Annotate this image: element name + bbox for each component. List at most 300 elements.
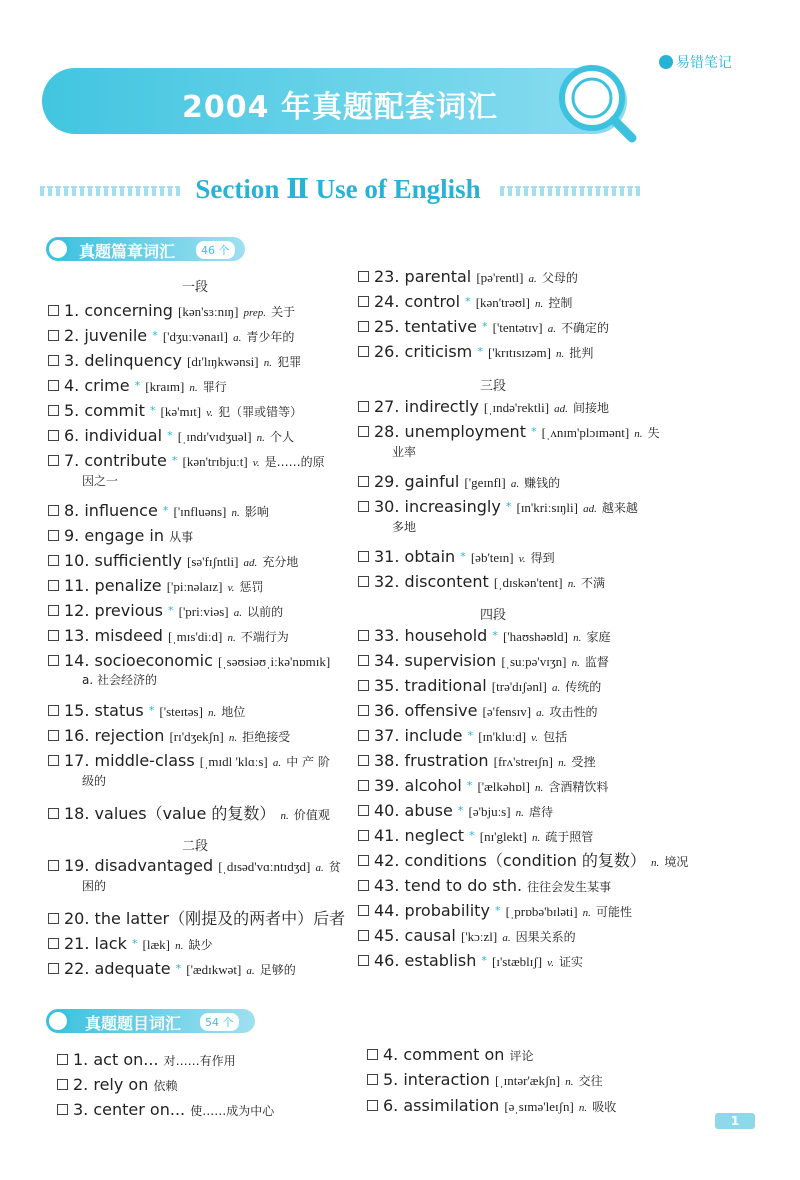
entry-pos: n. [208,707,217,719]
entry-number: 9. [64,526,80,545]
entry-pos: n. [558,757,567,769]
checkbox-icon[interactable] [48,705,59,716]
entry-pos: n. [578,1102,588,1114]
entry-phonetic: [əb'teɪn] [470,550,514,565]
vocab-entry [358,473,560,493]
entry-word: obtain [404,547,456,566]
entry-word: delinquency [84,351,182,370]
vocab-entry [367,1071,603,1091]
vocab-entry [48,377,227,397]
entry-meaning: 拒绝接受 [242,730,291,744]
entry-phonetic: ['steɪtəs] [159,704,203,719]
checkbox-icon[interactable] [367,1074,378,1085]
entry-meaning: 缺少 [188,938,213,952]
entry-phonetic: [pə'rentl] [476,270,524,285]
entry-phonetic: [kən'sɜːnɪŋ] [178,304,239,319]
star-icon: * [482,320,488,333]
star-icon: * [466,779,473,792]
entry-phonetic: [ˌʌnɪm'plɔɪmənt] [541,425,630,440]
entry-word: criticism [404,342,473,361]
entry-phonetic: [ɪn'kluːd] [478,729,527,744]
entry-meaning-cont: 因之一 [82,474,119,488]
entry-meaning: 不确定的 [561,321,610,335]
entry-meaning: 地位 [221,705,246,719]
checkbox-icon[interactable] [48,430,59,441]
entry-word: traditional [404,676,487,695]
entry-number: 42. [374,851,400,870]
checkbox-icon[interactable] [48,963,59,974]
entry-word: gainful [404,472,460,491]
entry-meaning: 关于 [271,305,296,319]
checkbox-icon[interactable] [358,476,369,487]
star-icon: * [175,962,182,975]
entry-word: frustration [404,751,489,770]
star-icon: * [492,629,498,642]
entry-word: parental [404,267,472,286]
entry-pos: a. [551,682,561,694]
checkbox-icon[interactable] [48,505,59,516]
checkbox-icon[interactable] [358,551,369,562]
checkbox-icon[interactable] [358,271,369,282]
entry-phonetic: ['ɪnfluəns] [173,504,227,519]
entry-word: middle-class [94,751,195,770]
entry-pos: n. [263,357,272,369]
checkbox-icon[interactable] [358,755,369,766]
entry-meaning: 虐待 [529,805,554,819]
entry-pos: n. [535,782,544,794]
entry-pos: ad. [583,503,597,515]
vocab-entry [48,502,269,522]
entry-phonetic: [frʌ'streɪʃn] [493,754,554,769]
entry-number: 11. [64,576,90,595]
vocab-entry [358,952,583,972]
entry-meaning: 可能性 [596,905,633,919]
entry-pos: a. [502,932,511,944]
checkbox-icon[interactable] [48,605,59,616]
star-icon: * [505,500,512,513]
checkbox-icon[interactable] [48,938,59,949]
entry-pos: v. [252,457,260,469]
entry-word: tend to do sth. [404,876,523,895]
entry-phonetic: ['dʒuːvənaɪl] [162,329,228,344]
entry-number: 34. [374,651,400,670]
entry-number: 15. [64,701,90,720]
checkbox-icon[interactable] [358,880,369,891]
star-icon: * [531,425,537,438]
checkbox-icon[interactable] [358,805,369,816]
entry-pos: v. [531,732,538,744]
entry-number: 30. [374,497,400,516]
entry-number: 6. [64,426,80,445]
vocab-entry [48,452,325,490]
vocab-entry [57,1051,236,1070]
checkbox-icon[interactable] [358,401,369,412]
part2-count: 54 个 [200,1013,239,1031]
entry-word: rely on [93,1075,149,1094]
entry-word: abuse [404,801,453,820]
checkbox-icon[interactable] [48,305,59,316]
checkbox-icon[interactable] [57,1054,68,1065]
checkbox-icon[interactable] [358,426,369,437]
entry-pos: n. [535,298,544,310]
checkbox-icon[interactable] [358,780,369,791]
entry-word: increasingly [404,497,501,516]
entry-phonetic: [əˌsɪmə'leɪʃn] [504,1099,574,1114]
entry-meaning: 青少年的 [246,330,295,344]
checkbox-icon[interactable] [48,580,59,591]
entry-pos: a. [233,607,242,619]
star-icon: * [477,345,483,358]
entry-pos: v. [206,407,214,419]
vocab-entry [358,268,578,288]
vocab-entry [358,498,638,536]
entry-word: alcohol [404,776,462,795]
entry-word: juvenile [84,326,148,345]
checkbox-icon[interactable] [358,855,369,866]
entry-meaning: 攻击性的 [549,705,598,719]
entry-meaning: 受挫 [571,755,596,769]
vocab-entry [48,552,298,572]
vocab-entry [358,318,609,338]
checkbox-icon[interactable] [57,1079,68,1090]
vocab-entry [358,423,660,461]
entry-word: penalize [94,576,162,595]
star-icon: * [134,379,141,392]
entry-phonetic: [kən'trəʊl] [475,295,530,310]
entry-phonetic: ['priːviəs] [178,604,229,619]
search-icon [46,237,70,261]
entry-word: probability [404,901,490,920]
section-divider-right [500,186,640,196]
entry-phonetic: [ˌprɒbə'bɪləti] [505,904,578,919]
checkbox-icon[interactable] [358,905,369,916]
entry-number: 2. [73,1075,89,1094]
entry-pos: n. [280,810,289,822]
entry-number: 23. [374,267,400,286]
entry-number: 40. [374,801,400,820]
entry-pos: v. [518,553,526,565]
checkbox-icon[interactable] [48,530,59,541]
entry-phonetic: [ˌɪndə'rektli] [483,400,550,415]
checkbox-icon[interactable] [367,1049,378,1060]
vocab-entry [48,627,289,647]
entry-number: 5. [383,1070,399,1089]
entry-meaning: 个人 [269,430,294,444]
entry-number: 3. [64,351,80,370]
vocab-entry [358,343,593,363]
entry-number: 22. [64,959,90,978]
entry-phonetic: [ˌmɪdl 'klɑːs] [199,754,268,769]
entry-meaning: 证实 [559,955,584,969]
entry-meaning: 贫 [328,860,341,874]
entry-pos: n. [565,1076,574,1088]
entry-word: sufficiently [94,551,182,570]
checkbox-icon[interactable] [48,913,59,924]
vocab-entry [48,857,341,895]
star-icon: * [149,404,156,417]
entry-word: socioeconomic [94,651,213,670]
vocab-entry [358,802,553,822]
checkbox-icon[interactable] [358,830,369,841]
entry-number: 37. [374,726,400,745]
checkbox-icon[interactable] [48,330,59,341]
entry-number: 4. [64,376,80,395]
entry-meaning-cont: 困的 [82,879,107,893]
page-number: 1 [715,1113,755,1129]
entry-pos: prep. [243,307,267,319]
entry-pos: n. [634,428,643,440]
checkbox-icon[interactable] [48,455,59,466]
entry-phonetic: ['ælkəhɒl] [477,779,530,794]
entry-word: offensive [404,701,478,720]
checkbox-icon[interactable] [48,730,59,741]
entry-pos: n. [231,507,240,519]
entry-meaning: 评论 [509,1049,534,1063]
entry-phonetic: [trə'dɪʃənl] [491,679,547,694]
entry-meaning: 不满 [581,576,606,590]
star-icon: * [467,729,474,742]
entry-word: control [404,292,461,311]
vocab-entry [48,727,290,747]
entry-meaning: 疏于照管 [545,830,594,844]
brand-text: 易错笔记 [676,55,732,71]
vocab-entry [48,577,264,597]
vocab-entry [48,427,294,447]
magnifier-icon [550,58,640,148]
entry-word: concerning [84,301,173,320]
entry-number: 5. [64,401,80,420]
entry-word: commit [84,401,145,420]
vocab-entry [358,293,572,313]
entry-pos: a. [272,757,282,769]
entry-word: interaction [403,1070,490,1089]
entry-number: 1. [73,1050,89,1069]
vocab-entry [48,805,330,825]
star-icon: * [152,329,158,342]
entry-pos: n. [573,632,582,644]
star-icon: * [469,829,475,842]
paragraph-label-2: 二段 [181,839,208,854]
brand-label [659,52,732,72]
entry-word: causal [404,926,456,945]
entry-number: 25. [374,317,400,336]
entry-meaning: 父母的 [541,271,578,285]
entry-word: previous [94,601,163,620]
entry-number: 31. [374,547,400,566]
vocab-entry [48,960,296,980]
entry-word: tentative [404,317,477,336]
entry-pos: v. [547,957,554,969]
entry-pos: n. [227,632,236,644]
checkbox-icon[interactable] [48,380,59,391]
entry-number: 2. [64,326,80,345]
star-icon: * [465,295,471,308]
entry-meaning: 对……有作用 [163,1054,236,1068]
entry-meaning: 影响 [244,505,269,519]
entry-phonetic: [ˌdɪsəd'vɑːntɪdʒd] [218,859,311,874]
entry-word: influence [84,501,158,520]
page-title: 2004 年真题配套词汇 [182,90,498,125]
entry-meaning: 吸收 [592,1100,617,1114]
entry-number: 26. [374,342,400,361]
entry-phonetic: [ˌdɪskən'tent] [493,575,563,590]
entry-phonetic: [ˌsuːpə'vɪʒn] [501,654,567,669]
star-icon: * [495,904,501,917]
entry-phonetic: [læk] [142,937,170,952]
search-icon [46,1009,70,1033]
star-icon: * [162,504,169,517]
star-icon: * [460,550,466,563]
entry-word: values（value 的复数） [94,804,276,823]
vocab-entry [367,1097,616,1117]
brand-logo-icon [659,55,673,69]
entry-word: act on... [93,1050,159,1069]
checkbox-icon[interactable] [48,630,59,641]
checkbox-icon[interactable] [48,755,59,766]
vocab-entry [48,302,295,322]
star-icon: * [148,704,155,717]
entry-number: 39. [374,776,400,795]
entry-phonetic: ['geɪnfl] [464,475,506,490]
entry-word: individual [84,426,163,445]
entry-word: the latter（刚提及的两者中）后者 [94,909,346,928]
entry-number: 38. [374,751,400,770]
checkbox-icon[interactable] [48,808,59,819]
checkbox-icon[interactable] [57,1104,68,1115]
entry-pos: n. [515,807,524,819]
paragraph-label-3: 三段 [479,379,506,394]
entry-number: 19. [64,856,90,875]
entry-number: 17. [64,751,90,770]
entry-phonetic: ['krɪtɪsɪzəm] [487,345,551,360]
entry-number: 6. [383,1096,399,1115]
entry-meaning: 价值观 [293,808,330,822]
checkbox-icon[interactable] [48,555,59,566]
entry-number: 46. [374,951,400,970]
star-icon: * [131,937,138,950]
entry-phonetic: [rɪ'dʒekʃn] [169,729,224,744]
part2-title: 真题题目词汇 [85,1014,182,1033]
entry-number: 8. [64,501,80,520]
vocab-entry [358,877,611,896]
entry-phonetic: ['piːnəlaɪz] [166,579,223,594]
vocab-entry [48,402,302,422]
section-divider-left [40,186,180,196]
entry-meaning: 境况 [664,855,689,869]
entry-phonetic: [ɪn'kriːsɪŋli] [516,500,578,515]
entry-phonetic: [ə'bjuːs] [468,804,511,819]
vocab-entry [48,527,193,546]
entry-number: 41. [374,826,400,845]
entry-pos: n. [175,940,184,952]
entry-word: engage in [84,526,164,545]
entry-meaning-cont: 级的 [82,774,107,788]
checkbox-icon[interactable] [358,346,369,357]
entry-number: 32. [374,572,400,591]
entry-word: conditions（condition 的复数） [404,851,646,870]
entry-meaning: 往往会发生某事 [527,880,612,894]
entry-number: 16. [64,726,90,745]
entry-number: 24. [374,292,400,311]
entry-number: 35. [374,676,400,695]
entry-pos: a. [315,862,324,874]
checkbox-icon[interactable] [358,705,369,716]
entry-pos: a. [547,323,556,335]
entry-meaning-cont: a. 社会经济的 [82,673,157,687]
entry-phonetic: ['ædɪkwət] [186,962,242,977]
vocab-entry [48,702,245,722]
part1-title: 真题篇章词汇 [79,242,176,261]
entry-number: 18. [64,804,90,823]
checkbox-icon[interactable] [358,955,369,966]
checkbox-icon[interactable] [48,655,59,666]
entry-word: lack [94,934,127,953]
entry-word: neglect [404,826,465,845]
entry-number: 7. [64,451,80,470]
entry-meaning: 失 [647,426,660,440]
star-icon: * [167,429,173,442]
entry-number: 3. [73,1100,89,1119]
checkbox-icon[interactable] [367,1100,378,1111]
checkbox-icon[interactable] [358,730,369,741]
entry-phonetic: ['haʊshəʊld] [503,629,568,644]
entry-meaning: 家庭 [586,630,611,644]
entry-phonetic: [dɪ'lɪŋkwənsi] [187,354,259,369]
entry-number: 1. [64,301,80,320]
star-icon: * [481,954,487,967]
entry-pos: n. [556,348,565,360]
vocab-entry [48,910,345,928]
checkbox-icon[interactable] [358,680,369,691]
checkbox-icon[interactable] [358,296,369,307]
vocab-entry [48,327,294,347]
checkbox-icon[interactable] [48,860,59,871]
vocab-entry [48,935,212,955]
paragraph-label-4: 四段 [479,608,506,623]
entry-number: 27. [374,397,400,416]
entry-word: discontent [404,572,489,591]
entry-number: 28. [374,422,400,441]
vocab-entry [48,652,330,689]
entry-word: center on... [93,1100,186,1119]
entry-pos: v. [227,582,235,594]
checkbox-icon[interactable] [358,630,369,641]
entry-word: unemployment [404,422,526,441]
entry-word: household [404,626,488,645]
checkbox-icon[interactable] [358,501,369,512]
checkbox-icon[interactable] [48,405,59,416]
checkbox-icon[interactable] [358,930,369,941]
checkbox-icon[interactable] [358,321,369,332]
entry-number: 13. [64,626,90,645]
entry-meaning: 越来越 [601,501,638,515]
entry-meaning: 间接地 [572,401,609,415]
entry-meaning: 含酒精饮料 [548,780,609,794]
checkbox-icon[interactable] [358,576,369,587]
entry-pos: ad. [554,403,568,415]
entry-meaning: 传统的 [565,680,602,694]
entry-pos: n. [582,907,591,919]
section-title: Section Ⅱ Use of English [195,174,481,204]
vocab-entry [358,573,605,593]
vocab-entry [358,777,608,797]
vocab-entry [358,548,555,568]
entry-number: 10. [64,551,90,570]
checkbox-icon[interactable] [48,355,59,366]
entry-meaning: 赚钱的 [524,476,561,490]
entry-meaning: 以前的 [247,605,284,619]
checkbox-icon[interactable] [358,655,369,666]
